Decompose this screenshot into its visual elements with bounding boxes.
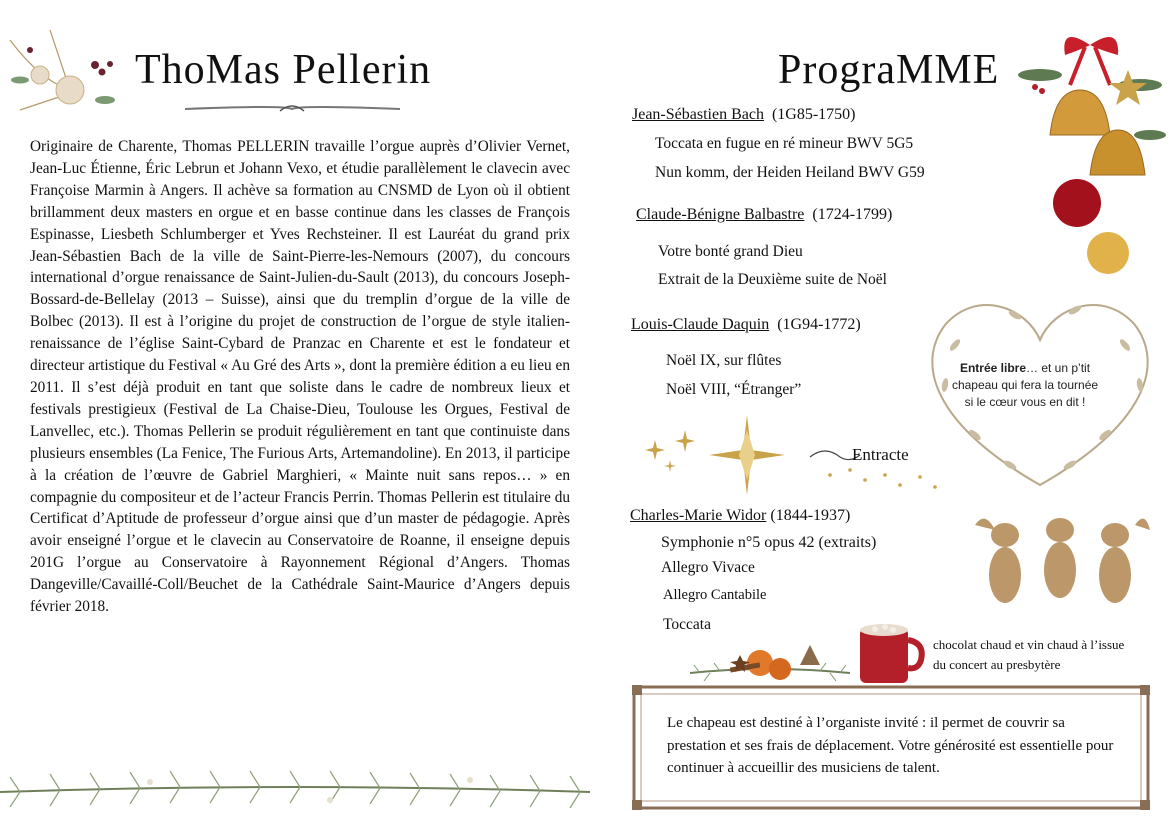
entry-rest: … et un p’tit xyxy=(1026,361,1091,375)
drinks-line: chocolat chaud et vin chaud à l’issue xyxy=(933,637,1125,652)
hat-donation-note: Le chapeau est destiné à l’organiste invité : il permet de couvrir sa prestation et ses frais de déplacement. Votre générosité est essentielle pour continuer à accueillir des musiciens de talent. xyxy=(667,715,1114,776)
composer-widor xyxy=(630,507,850,525)
composer-dates: (1G85-1750) xyxy=(771,106,856,123)
drinks-line: du concert au presbytère xyxy=(933,657,1061,672)
composer-name: Claude-Bénigne Balbastre xyxy=(636,206,805,223)
composer-bach xyxy=(632,106,856,124)
composer-name: Jean-Sébastien Bach xyxy=(632,106,764,123)
composer-dates: (1724-1799) xyxy=(812,206,893,223)
work-title: Noël VIII, “Étranger” xyxy=(666,381,802,398)
work-title: Extrait de la Deuxième suite de Noël xyxy=(658,271,887,288)
composer-name: Charles-Marie Widor xyxy=(630,507,767,524)
composer-dates: (1G94-1772) xyxy=(777,316,861,333)
page-title-programme: PrograMME xyxy=(778,47,1000,93)
work-title: Allegro Cantabile xyxy=(663,587,767,603)
page-title-performer: ThoMas Pellerin xyxy=(135,47,432,93)
composer-dates: (1844-1937) xyxy=(770,507,851,524)
spices-orange-slices-decoration xyxy=(690,635,850,685)
composer-name: Louis-Claude Daquin xyxy=(631,316,770,333)
entry-line: si le cœur vous en dit ! xyxy=(964,395,1086,409)
entry-bold: Entrée libre xyxy=(959,361,1026,375)
angels-illustration-decoration xyxy=(965,505,1155,625)
work-title: Nun komm, der Heiden Heiland BWV G59 xyxy=(655,164,925,181)
work-title: Noël IX, sur flûtes xyxy=(666,352,782,369)
composer-daquin xyxy=(631,316,861,334)
free-entry-note xyxy=(950,360,1100,411)
work-title: Allegro Vivace xyxy=(661,559,755,576)
work-title: Toccata en fugue en ré mineur BWV 5G5 xyxy=(655,135,914,152)
title-divider-ornament xyxy=(185,103,400,117)
work-title: Votre bonté grand Dieu xyxy=(658,243,803,260)
composer-balbastre xyxy=(636,206,892,224)
christmas-bells-ornaments-decoration xyxy=(1000,15,1170,285)
performer-biography: Originaire de Charente, Thomas PELLERIN travaille l’orgue auprès d’Olivier Vernet, Jean-Luc Étienne, Éric Lebrun et Johann Vexo, et étudie parallèlement le clavecin avec Françoise Marmin à Angers. Il achève sa formation au CNSMD de Lyon où il obtient brillamment deux masters en orgue et en basse continue dans les classes de François Espinasse, Liesbeth Schlumberger et Yves Rechsteiner. Il est Lauréat du grand prix Jean-Sébastien Bach de la ville de Saint-Pierre-les-Nemours (2007), du concours international d’orgue renaissance de Saint-Julien-du-Sault (2013), du concours Joseph-Bossard-de-Bellelay (2013 – Suisse), ainsi que du tremplin d’orgue de la ville de Bolbec (2013). Il est à l’origine du projet de construction de l’orgue de style italien- renaissance de l’église Saint-Cybard de Pranzac en Charente et est le fondateur et directeur artistique du Festival « Au Gré des Arts », dont la première édition a eu lieu en 2011. Il s’est déjà produit en tant que soliste dans le cadre de nombreux lieux et festivals prestigieux (Festival de La Chaise-Dieu, Toulouse les Orgues, Festival de Lanvellec, etc.). Thomas Pellerin se produit régulièrement en tant que continuiste dans plusieurs ensembles (La Fenice, The Furious Arts, Artemandoline). En 2013, il participe à la création de l’œuvre de Gabriel Marghieri, « Mainte nuit sans repos… » en compagnie du compositeur et de l’acteur Francis Perrin. Thomas Pellerin est titulaire du Certificat d’Aptitude de professeur d’orgue ainsi que d’un master de pédagogie. Après avoir enseigné l’orgue et le clavecin au Conservatoire de Roanne, il enseigne depuis 201G l’orgue au Conservatoire à Rayonnement Régional d’Angers. Thomas Dangeville/Cavaillé-Coll/Beuchet de la Cathédrale Saint-Maurice d’Angers depuis février 2018. xyxy=(30,138,570,616)
drinks-info xyxy=(933,635,1124,675)
hot-chocolate-mug-icon xyxy=(855,618,930,688)
work-title: Toccata xyxy=(663,616,711,633)
pine-garland-decoration xyxy=(0,752,590,832)
work-title: Symphonie n°5 opus 42 (extraits) xyxy=(661,534,877,551)
flower-bouquet-decoration xyxy=(0,20,140,140)
entry-line: chapeau qui fera la tournée xyxy=(951,378,1099,392)
intermission-label: Entracte xyxy=(852,445,909,464)
